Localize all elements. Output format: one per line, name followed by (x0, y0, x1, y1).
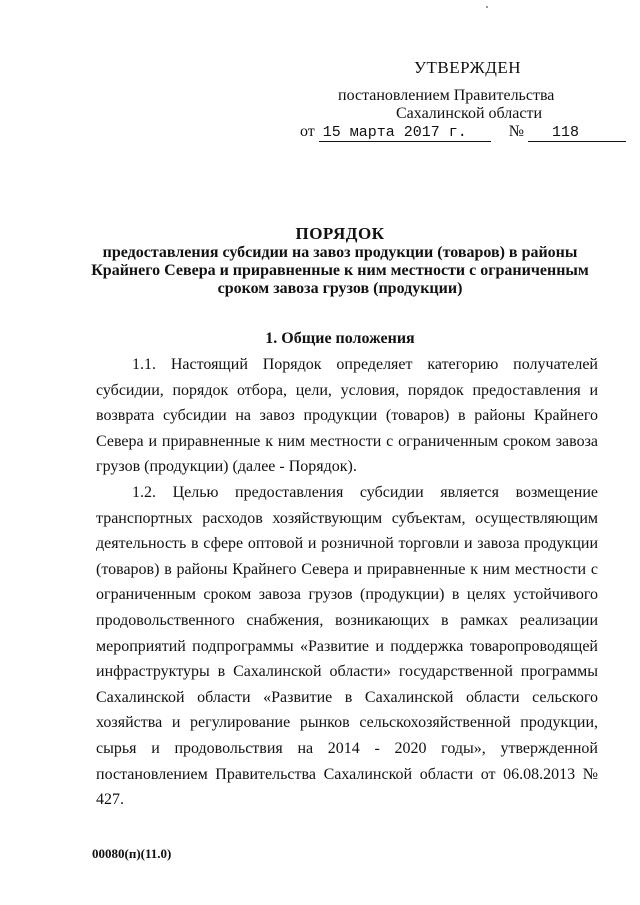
subtitle-line: сроком завоза грузов (продукции) (217, 280, 463, 297)
document-subtitle (60, 244, 620, 298)
approval-line-1: постановлением Правительства (338, 87, 555, 104)
scan-speck (486, 6, 488, 8)
document-title: ПОРЯДОК (295, 224, 385, 243)
section-heading: 1. Общие положения (265, 330, 415, 347)
approval-line-2: Сахалинской области (396, 105, 543, 122)
footer-code: 00080(п)(11.0) (92, 846, 172, 861)
approval-date-number-line (300, 123, 626, 142)
paragraph-1-1 (96, 352, 598, 480)
approval-date: 15 марта 2017 г. (319, 124, 491, 142)
subtitle-line: Крайнего Севера и приравненные к ним местности с ограниченным (91, 262, 589, 279)
number-label: № (508, 123, 525, 140)
paragraph-1-2 (96, 480, 598, 813)
paragraph-text: 1.2. Целью предоставления субсидии является возмещение транспортных расходов хозяйствующим субъектам, осуществляющим деятельность в сфере оптовой и розничной торговли и завоза продукции (товаров) в районы Крайнего Севера и приравненные к ним местности с ограниченным сроком завоза грузов (продукции) в целях устойчивого продовольственного снабжения, возникающих в рамках реализации мероприятий подпрограммы «Развитие и поддержка товаропроводящей инфраструктуры в Сахалинской области» государственной программы Сахалинской области «Развитие в Сахалинской области сельского хозяйства и регулирование рынков сельскохозяйственной продукции, сырья и продовольствия на 2014 - 2020 годы», утвержденной постановлением Правительства Сахалинской области от 06.08.2013 № 427. (96, 484, 598, 809)
from-label: от (300, 123, 315, 140)
approval-number: 118 (528, 124, 626, 142)
subtitle-line: предоставления субсидии на завоз продукции (товаров) в районы (102, 244, 578, 261)
approval-title: УТВЕРЖДЕН (414, 58, 521, 77)
paragraph-text: 1.1. Настоящий Порядок определяет категорию получателей субсидии, порядок отбора, цели, условия, порядок предоставления и возврата субсидии на завоз продукции (товаров) в районы Крайнего Севера и приравненные к ним местности с ограниченным сроком завоза грузов (продукции) (далее - Порядок). (96, 356, 598, 476)
